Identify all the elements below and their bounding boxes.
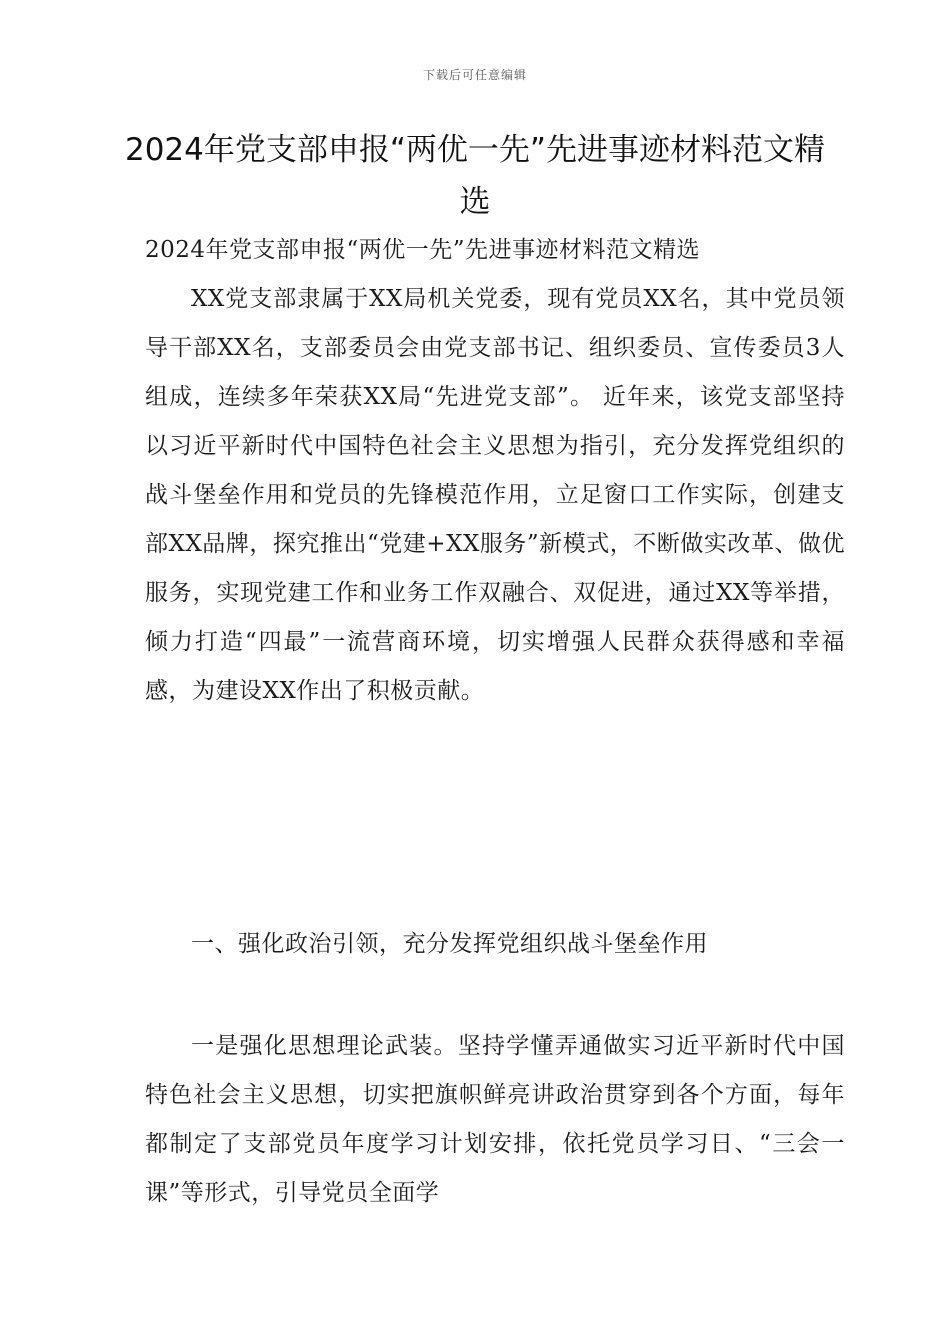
- header-note: 下载后可任意编辑: [422, 68, 527, 82]
- document-title: 2024年党支部申报“两优一先”先进事迹材料范文精选: [124, 132, 825, 220]
- document-subtitle: 2024年党支部申报“两优一先”先进事迹材料范文精选: [145, 237, 701, 263]
- section-paragraph: 一是强化思想理论武装。坚持学懂弄通做实习近平新时代中国特色社会主义思想，切实把旗帜鲜亮讲政治贯穿到各个方面，每年都制定了支部党员年度学习计划安排，依托党员学习日、“三会一课”等形式，引导党员全面学: [145, 1033, 845, 1206]
- section-heading: 一、强化政治引领，充分发挥党组织战斗堡垒作用: [191, 931, 708, 957]
- intro-paragraph: XX党支部隶属于XX局机关党委，现有党员XX名，其中党员领导干部XX名，支部委员会由党支部书记、组织委员、宣传委员3人组成，连续多年荣获XX局“先进党支部”。 近年来，该党支部坚持以习近平新时代中国特色社会主义思想为指引，充分发挥党组织的战斗堡垒作用和党员的先锋模范作用，立足窗口工作实际，创建支部XX品牌，探究推出“党建+XX服务”新模式，不断做实改革、做优服务，实现党建工作和业务工作双融合、双促进，通过XX等举措，倾力打造“四最”一流营商环境，切实增强人民群众获得感和幸福感，为建设XX作出了积极贡献。: [145, 286, 845, 704]
